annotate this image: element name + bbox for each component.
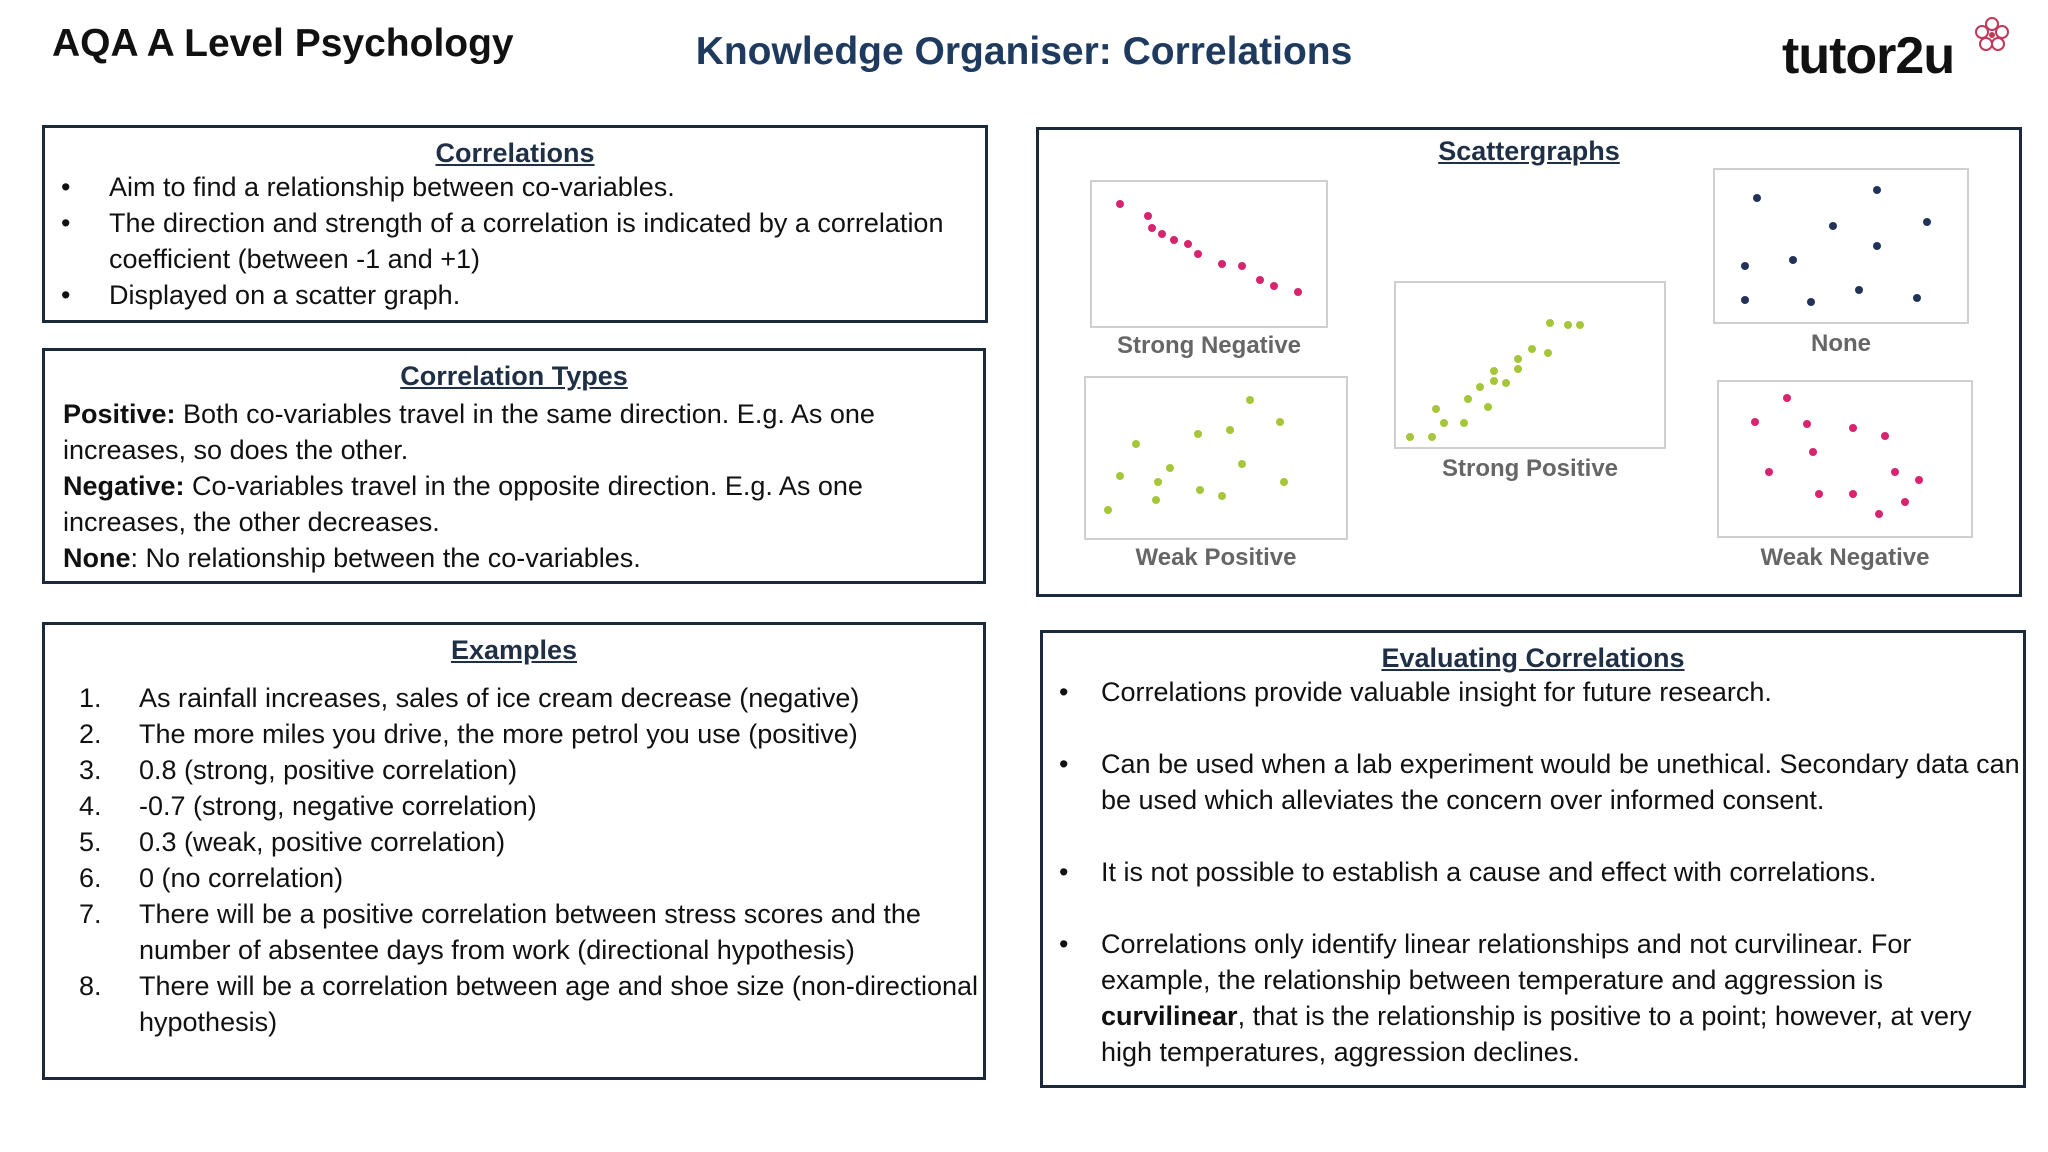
item-number: 1. — [79, 683, 102, 713]
list-item: • Can be used when a lab experiment would be unethical. Secondary data can be used which alleviates the concern over informed consent. — [1043, 746, 2023, 818]
correlations-title: Correlations — [435, 138, 595, 168]
panel-strong-negative — [1090, 180, 1328, 328]
data-point — [1913, 294, 1921, 302]
data-point — [1803, 420, 1811, 428]
type-negative — [63, 468, 965, 540]
scattergraphs-title: Scattergraphs — [1438, 136, 1620, 166]
type-none — [63, 540, 965, 576]
data-point — [1158, 230, 1166, 238]
label-weak-positive: Weak Positive — [1135, 544, 1297, 571]
data-point — [1294, 288, 1302, 296]
scatter-strong-positive — [1396, 283, 1664, 447]
label-none: None — [1811, 330, 1871, 357]
definition-positive: Both co-variables travel in the same direction. E.g. As one increases, so does the other. — [63, 399, 875, 465]
item-number: 7. — [79, 899, 102, 929]
data-point — [1464, 395, 1472, 403]
term-none: None — [63, 543, 131, 573]
evaluating-correlations-box — [1040, 630, 2026, 1088]
data-point — [1144, 212, 1152, 220]
evaluating-correlations-title: Evaluating Correlations — [1381, 643, 1685, 673]
scattergraphs-box — [1036, 127, 2022, 597]
data-point — [1873, 242, 1881, 250]
item-number: 5. — [79, 827, 102, 857]
data-point — [1915, 476, 1923, 484]
correlation-types-box — [42, 348, 986, 584]
course-title: AQA A Level Psychology — [52, 22, 514, 65]
item-text: The more miles you drive, the more petrol you use (positive) — [139, 719, 858, 749]
data-point — [1490, 367, 1498, 375]
item-number: 3. — [79, 755, 102, 785]
data-point — [1476, 383, 1484, 391]
type-positive — [63, 396, 965, 468]
item-number: 4. — [79, 791, 102, 821]
data-point — [1406, 433, 1414, 441]
item-text: As rainfall increases, sales of ice cream decrease (negative) — [139, 683, 860, 713]
list-item — [45, 896, 983, 968]
list-item — [45, 752, 983, 788]
evaluating-list — [1043, 674, 2023, 1070]
item-bold-term: curvilinear — [1101, 1001, 1238, 1031]
data-point — [1528, 345, 1536, 353]
list-item — [45, 788, 983, 824]
data-point — [1490, 377, 1498, 385]
data-point — [1576, 321, 1584, 329]
correlations-box — [42, 125, 988, 323]
data-point — [1132, 440, 1140, 448]
item-text: 0.8 (strong, positive correlation) — [139, 755, 518, 785]
list-item: • It is not possible to establish a cause and effect with correlations. — [1043, 854, 2023, 890]
logo-text: tutor2u — [1782, 27, 1955, 85]
item-text: -0.7 (strong, negative correlation) — [139, 791, 537, 821]
panel-none — [1713, 168, 1969, 324]
data-point — [1849, 490, 1857, 498]
scatter-none — [1715, 170, 1967, 322]
data-point — [1741, 296, 1749, 304]
data-point — [1194, 250, 1202, 258]
data-point — [1166, 464, 1174, 472]
data-point — [1783, 394, 1791, 402]
item-text: There will be a positive correlation between stress scores and the number of absentee days from work (directional hypothesis) — [139, 899, 921, 965]
list-item — [45, 716, 983, 752]
data-point — [1280, 478, 1288, 486]
data-point — [1154, 478, 1162, 486]
label-weak-negative: Weak Negative — [1760, 544, 1930, 571]
panel-weak-positive — [1084, 376, 1348, 540]
data-point — [1514, 355, 1522, 363]
scatter-weak-positive — [1086, 378, 1346, 538]
list-item — [1043, 926, 2023, 1070]
item-text: 0.3 (weak, positive correlation) — [139, 827, 506, 857]
item-text: 0 (no correlation) — [139, 863, 344, 893]
data-point — [1116, 200, 1124, 208]
definition-none: : No relationship between the co-variables. — [130, 543, 641, 573]
data-point — [1502, 379, 1510, 387]
list-item: • Correlations provide valuable insight for future research. — [1043, 674, 2023, 710]
list-item — [45, 860, 983, 896]
page-title: Knowledge Organiser: Correlations — [695, 30, 1353, 73]
data-point — [1564, 321, 1572, 329]
data-point — [1546, 319, 1554, 327]
examples-list — [45, 680, 983, 1040]
list-item: • The direction and strength of a correlation is indicated by a correlation coefficient (between -1 and +1) — [45, 205, 985, 277]
data-point — [1104, 506, 1112, 514]
item-number: 6. — [79, 863, 102, 893]
data-point — [1432, 405, 1440, 413]
examples-box — [42, 622, 986, 1080]
data-point — [1849, 424, 1857, 432]
data-point — [1270, 282, 1278, 290]
data-point — [1789, 256, 1797, 264]
data-point — [1116, 472, 1124, 480]
panel-strong-positive — [1394, 281, 1666, 449]
data-point — [1901, 498, 1909, 506]
data-point — [1460, 419, 1468, 427]
term-negative: Negative: — [63, 471, 185, 501]
panel-weak-negative — [1717, 380, 1973, 538]
data-point — [1170, 236, 1178, 244]
data-point — [1440, 419, 1448, 427]
data-point — [1809, 448, 1817, 456]
data-point — [1514, 365, 1522, 373]
list-item — [45, 968, 983, 1040]
data-point — [1196, 486, 1204, 494]
item-number: 2. — [79, 719, 102, 749]
data-point — [1855, 286, 1863, 294]
list-item: • Displayed on a scatter graph. — [45, 277, 985, 313]
tutor2u-logo — [1782, 14, 2012, 94]
data-point — [1751, 418, 1759, 426]
examples-title: Examples — [450, 635, 578, 665]
flower-icon — [1972, 14, 2012, 54]
scatter-weak-negative — [1719, 382, 1971, 536]
definition-negative: Co-variables travel in the opposite direction. E.g. As one increases, the other decreases. — [63, 471, 863, 537]
data-point — [1276, 418, 1284, 426]
list-item: • Aim to find a relationship between co-variables. — [45, 169, 985, 205]
label-strong-positive: Strong Positive — [1441, 455, 1619, 482]
data-point — [1148, 224, 1156, 232]
item-text: , that is the relationship is positive to a point; however, at very high temperatures, aggression declines. — [1101, 1001, 1972, 1067]
correlation-types-text — [45, 392, 983, 576]
correlations-list — [45, 169, 985, 313]
correlation-types-title: Correlation Types — [400, 361, 628, 391]
label-strong-negative: Strong Negative — [1116, 332, 1302, 359]
data-point — [1875, 510, 1883, 518]
data-point — [1753, 194, 1761, 202]
data-point — [1923, 218, 1931, 226]
data-point — [1891, 468, 1899, 476]
data-point — [1765, 468, 1773, 476]
data-point — [1184, 240, 1192, 248]
data-point — [1152, 496, 1160, 504]
data-point — [1194, 430, 1202, 438]
data-point — [1428, 433, 1436, 441]
data-point — [1873, 186, 1881, 194]
data-point — [1544, 349, 1552, 357]
data-point — [1218, 260, 1226, 268]
data-point — [1218, 492, 1226, 500]
item-text: There will be a correlation between age and shoe size (non-directional hypothesis) — [139, 971, 978, 1037]
item-text: Correlations only identify linear relationships and not curvilinear. For example, the relationship between temperature and aggression is — [1101, 929, 1912, 995]
data-point — [1256, 276, 1264, 284]
data-point — [1807, 298, 1815, 306]
term-positive: Positive: — [63, 399, 176, 429]
data-point — [1741, 262, 1749, 270]
data-point — [1246, 396, 1254, 404]
data-point — [1226, 426, 1234, 434]
data-point — [1238, 460, 1246, 468]
data-point — [1881, 432, 1889, 440]
data-point — [1484, 403, 1492, 411]
data-point — [1238, 262, 1246, 270]
list-item — [45, 680, 983, 716]
item-number: 8. — [79, 971, 102, 1001]
scatter-strong-negative — [1092, 182, 1326, 326]
data-point — [1815, 490, 1823, 498]
data-point — [1829, 222, 1837, 230]
list-item — [45, 824, 983, 860]
